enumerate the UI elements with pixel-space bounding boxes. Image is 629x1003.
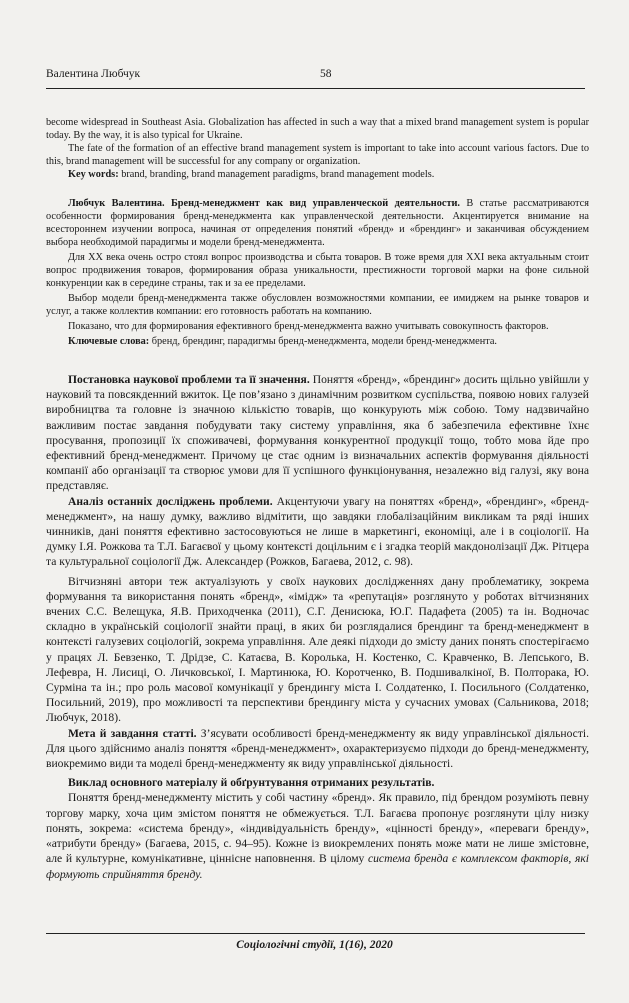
english-abstract-paragraph: The fate of the formation of an effective brand management system is important to take into account various factors. Due to this, brand management will be successful for any company or organization. (46, 143, 589, 167)
section-heading: Аналіз останніх досліджень проблеми. (68, 494, 273, 508)
emphasized-text: система бренда є комплексом факторів, які формують сприйняття бренду. (46, 852, 589, 881)
keywords-text: brand, branding, brand management paradigms, brand management models. (118, 169, 435, 180)
section-literature-review (46, 494, 589, 570)
journal-footer: Соціологічні студії, 1(16), 2020 (236, 939, 393, 951)
english-keywords (46, 168, 589, 181)
russian-keywords (46, 335, 589, 348)
footer-rule (46, 933, 585, 934)
english-abstract-paragraph: become widespread in Southeast Asia. Globalization has affected in such a way that a mixed brand management system is popular today. By the way, it is also typical for Ukraine. (46, 117, 589, 141)
russian-abstract (46, 197, 589, 348)
section-heading: Постановка наукової проблеми та її значення. (68, 373, 310, 386)
keywords-label: Ключевые слова: (68, 336, 150, 347)
russian-abstract-text: В статье рассматриваются особенности формирования бренд-менеджмента как управленческой деятельности. Акцентируется внимание на всестороннем изучении вопроса, начиная от определения понятий «бренд» и «брендинг» и заканчивая обсуждением выбора необходимой парадигмы и модели бренд-менеджмента. (46, 198, 589, 248)
ukrainian-main-text (46, 372, 589, 882)
russian-abstract-paragraph: Показано, что для формирования ефективного бренд-менеджмента важно учитывать совокупность факторов. (68, 321, 549, 332)
russian-abstract-paragraph: Выбор модели бренд-менеджмента также обусловлен возможностями компании, ее имиджем на рынке товаров и услуг, а также коллектив компании: его готовность работать на компанию. (46, 293, 589, 317)
article-body (46, 116, 589, 882)
section-text: Поняття «бренд», «брендинг» досить щільно увійшли у науковий та повсякденний вжиток. Це пов’язано з динамічним розвитком суспільства, появою нових галузей виробництва та головне із значною кількістю товарів, що конкурують між собою. Тому надзвичайно важливим постає завдання побудувати таку систему управління, яка б забезпечила ефективне їхнє просування, пропозиції їх споживачеві, формування конкурентної продукції тощо, тобто мова йде про ефективний бренд-менеджмент. Причому це стає одним із визначальних аспектів формування діяльності компанії або організації та створює умови для її успішного функціонування, незалежно від галузі, яку вона представляє. (46, 373, 589, 493)
section-text: З’ясувати особливості бренд-менеджменту як виду управлінської діяльності. Для цього здійснимо аналіз поняття «бренд-менеджмент», охарактеризуємо підходи до бренд-менеджменту, виокремимо види та моделі бренд-менеджменту як виду управлінської діяльності. (46, 726, 590, 771)
russian-abstract-paragraph (46, 197, 589, 249)
page-number: 58 (320, 68, 332, 80)
section-main-material-heading (46, 775, 589, 790)
header-rule (46, 88, 585, 89)
body-text: Поняття бренд-менеджменту містить у собі частину «бренд». Як правило, під брендом розуміють певну торгову марку, хоча цим змістом поняття не обмежується. Т.Л. Багаєва пропонує розглянути цілу низку понять, зокрема: «система бренду», «індивідуальність бренду», «цінності бренду», «переваги бренду», «атрибути бренду» (Багаева, 2015, с. 94–95). Кожне із виокремлених понять може мати не лише змістовне, але й культурне, комунікативне, ціннісне наповнення. В цілому (46, 791, 589, 866)
keywords-text: бренд, брендинг, парадигмы бренд-менеджмента, модели бренд-менеджмента. (149, 336, 497, 347)
russian-abstract-paragraph: Для XX века очень остро стоял вопрос производства и сбыта товаров. В тоже время для XXI века актуальным стоит вопрос продвижения товаров, формирования образа уникальности, престижности торговой марки на фоне сильной конкуренции как в середине страны, так и за ее пределами. (46, 252, 589, 289)
section-text: Акцентуючи увагу на поняттях «бренд», «брендинг», «бренд-менеджмент», на нашу думку, важливо відмітити, що завдяки глобалізаційним викликам та ряді інших чинників, дані поняття ефективно застосовуються не лише в маркетингі, економіці, але і в соціології. На думку І.Я. Рожкова та Т.Л. Багаєвої у цьому контексті доцільним є і згадка теорій макдонолізації Дж. Рітцера та культуральної соціології Дж. Александер (Рожков, Багаева, 2012, с. 98). (46, 494, 589, 569)
english-abstract (46, 116, 589, 181)
section-aims (46, 726, 589, 772)
running-header (46, 68, 585, 84)
section-problem-statement (46, 372, 589, 494)
keywords-label: Key words: (68, 169, 119, 180)
russian-abstract-title: Любчук Валентина. Бренд-менеджмент как вид управленческой деятельности. (68, 198, 461, 209)
header-author: Валентина Любчук (46, 68, 141, 80)
body-paragraph (46, 790, 589, 881)
section-heading: Мета й завдання статті. (68, 726, 197, 740)
body-paragraph: Вітчизняні автори теж актуалізують у своїх наукових дослідженнях дану проблематику, зокрема формування та використання понять «бренд», «імідж» та «репутація» розглянуто у роботах вітчизняних вчених С.С. Велещука, Я.В. Приходченка (2011), С.Г. Денисюка, Ю.Г. Падафета (2005) та ін. Водночас складно в українській соціології знайти праці, в яких би розглядалися брендинг та бренд-менеджмент в контексті галузевих соціологій, зокрема управління. Але деякі підходи до змісту даних понять спостерігаємо у працях Л. Бевзенко, Т. Дрідзе, С. Катаєва, В. Королька, Н. Костенко, С. Кравченко, В. Лепського, В. Лефевра, Н. Лисиці, О. Личковської, І. Мартинюка, Ю. Коротченко, В. Подшивалкіної, В. Полторака, Ю. Сурміна та ін.; про роль масової комунікації у брендингу міста І. Солдатенко, І. Посильного (Солдатенко, Посильний, 2019), про можливості та перспективи брендингу міста у сучасних умовах (Сальникова, 2018; Любчук, 2018). (46, 574, 589, 725)
section-heading: Виклад основного матеріалу й обґрунтування отриманих результатів. (68, 776, 435, 790)
